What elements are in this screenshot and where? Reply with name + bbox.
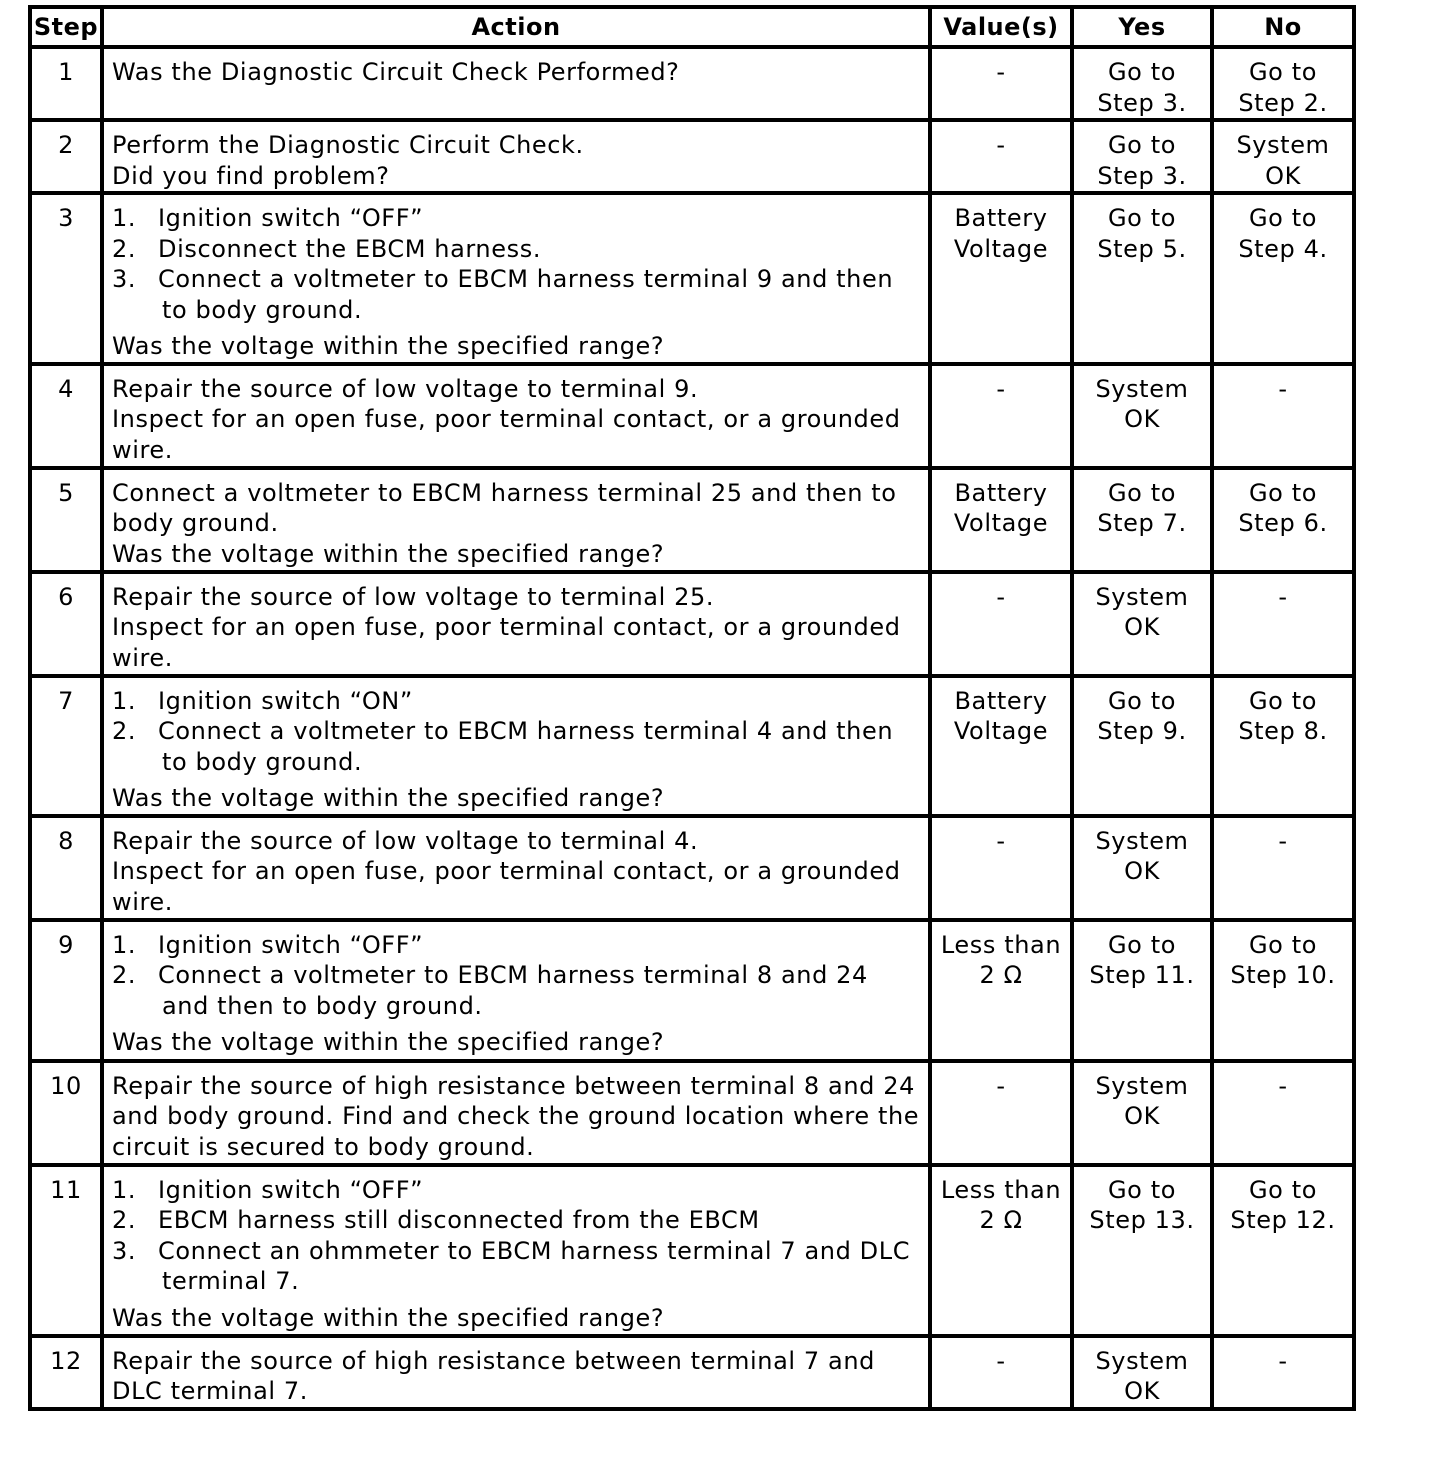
header-yes: Yes	[1072, 7, 1212, 47]
action-item-number: 1.	[112, 204, 137, 232]
no-cell-line: OK	[1265, 161, 1301, 190]
value-cell-line: -	[996, 826, 1006, 855]
yes-cell-line: System	[1095, 1346, 1189, 1375]
action-item-text: Ignition switch “ON”	[158, 686, 413, 715]
value-cell-line: Voltage	[953, 509, 1049, 537]
yes-cell-line: Step 7.	[1097, 509, 1187, 537]
action-item-number: 2.	[112, 1206, 137, 1234]
table-row	[30, 676, 1354, 816]
table-row	[30, 920, 1354, 1061]
yes-cell	[1072, 47, 1212, 120]
yes-cell	[1072, 1061, 1212, 1165]
yes-cell-line: Go to	[1107, 930, 1176, 959]
action-item-text: Connect a voltmeter to EBCM harness terminal 8 and 24	[158, 961, 868, 989]
action-list-item	[112, 234, 922, 265]
action-cell	[102, 47, 930, 120]
no-cell	[1212, 1336, 1354, 1409]
action-list-item	[112, 1205, 922, 1236]
header-row	[30, 7, 1354, 47]
yes-cell	[1072, 676, 1212, 816]
action-item-text: Ignition switch “OFF”	[158, 1175, 424, 1204]
action-line: wire.	[112, 887, 174, 916]
table-row	[30, 468, 1354, 572]
value-cell-line: -	[996, 58, 1006, 86]
action-line: Repair the source of low voltage to terminal 4.	[112, 826, 699, 855]
action-list-item	[112, 930, 922, 961]
table-row	[30, 572, 1354, 676]
value-cell-line: -	[996, 374, 1006, 403]
value-cell	[930, 676, 1072, 816]
value-cell	[930, 1165, 1072, 1336]
action-cell	[102, 120, 930, 193]
value-cell-line: 2 Ω	[979, 1206, 1023, 1234]
no-cell-line: Step 2.	[1238, 88, 1328, 117]
action-list-item	[112, 203, 922, 234]
action-item-number: 3.	[112, 265, 137, 293]
value-cell	[930, 920, 1072, 1061]
no-cell	[1212, 193, 1354, 364]
action-item-number: 1.	[112, 1175, 137, 1204]
no-cell-line: -	[1278, 1071, 1288, 1100]
step-number: 4	[30, 364, 102, 468]
action-item-number: 1.	[112, 930, 137, 959]
step-number: 5	[30, 468, 102, 572]
value-cell	[930, 120, 1072, 193]
value-cell	[930, 47, 1072, 120]
table-row	[30, 1061, 1354, 1165]
no-cell	[1212, 572, 1354, 676]
yes-cell	[1072, 468, 1212, 572]
table-row	[30, 816, 1354, 920]
action-line: body ground.	[112, 509, 279, 537]
action-line: Perform the Diagnostic Circuit Check.	[112, 131, 584, 159]
no-cell-line: Go to	[1248, 1175, 1317, 1204]
header-values: Value(s)	[930, 7, 1072, 47]
action-line: Was the voltage within the specified range?	[112, 539, 665, 568]
step-number: 3	[30, 193, 102, 364]
table-row	[30, 47, 1354, 120]
yes-cell-line: OK	[1124, 405, 1160, 433]
yes-cell	[1072, 120, 1212, 193]
action-list-item	[112, 1175, 922, 1206]
no-cell	[1212, 47, 1354, 120]
no-cell-line: Step 10.	[1230, 961, 1336, 989]
action-item-text: Connect a voltmeter to EBCM harness terminal 4 and then	[158, 717, 894, 745]
no-cell-line: -	[1278, 374, 1288, 403]
step-number: 2	[30, 120, 102, 193]
yes-cell-line: Step 13.	[1089, 1206, 1195, 1234]
action-item-text: EBCM harness still disconnected from the EBCM	[158, 1206, 760, 1234]
value-cell	[930, 1061, 1072, 1165]
value-cell	[930, 468, 1072, 572]
action-item-text: terminal 7.	[162, 1267, 300, 1295]
yes-cell-line: Go to	[1107, 204, 1176, 232]
no-cell-line: Go to	[1248, 204, 1317, 232]
value-cell	[930, 193, 1072, 364]
yes-cell-line: System	[1095, 374, 1189, 403]
step-number: 6	[30, 572, 102, 676]
step-number: 11	[30, 1165, 102, 1336]
action-line: Inspect for an open fuse, poor terminal contact, or a grounded	[112, 613, 901, 641]
value-cell-line: -	[996, 1346, 1006, 1375]
no-cell-line: System	[1236, 131, 1330, 159]
value-cell-line: Voltage	[953, 717, 1049, 745]
value-cell	[930, 364, 1072, 468]
action-line: Inspect for an open fuse, poor terminal contact, or a grounded	[112, 857, 901, 885]
value-cell-line: Battery	[954, 686, 1048, 715]
action-line: Was the Diagnostic Circuit Check Performed?	[112, 58, 680, 86]
yes-cell-line: System	[1095, 1071, 1189, 1100]
value-cell-line: -	[996, 131, 1006, 159]
no-cell-line: -	[1278, 582, 1288, 611]
action-line: Repair the source of high resistance between terminal 8 and 24	[112, 1071, 915, 1100]
no-cell-line: Step 12.	[1230, 1206, 1336, 1234]
yes-cell-line: Go to	[1107, 58, 1176, 86]
action-item-text: to body ground.	[162, 747, 363, 776]
no-cell-line: Go to	[1248, 58, 1317, 86]
action-cell	[102, 676, 930, 816]
action-list-item	[112, 1236, 922, 1297]
step-number: 10	[30, 1061, 102, 1165]
yes-cell-line: OK	[1124, 1377, 1160, 1405]
no-cell-line: Step 8.	[1238, 717, 1328, 745]
value-cell-line: -	[996, 1071, 1006, 1100]
step-number: 9	[30, 920, 102, 1061]
action-item-text: and then to body ground.	[162, 991, 483, 1020]
no-cell	[1212, 1061, 1354, 1165]
action-cell	[102, 1165, 930, 1336]
value-cell-line: 2 Ω	[979, 961, 1023, 989]
table-row	[30, 364, 1354, 468]
diagnostic-table	[28, 5, 1356, 1411]
table-row	[30, 193, 1354, 364]
no-cell	[1212, 816, 1354, 920]
no-cell	[1212, 1165, 1354, 1336]
action-line: DLC terminal 7.	[112, 1377, 309, 1405]
action-list-item	[112, 686, 922, 717]
table-row	[30, 1336, 1354, 1409]
no-cell-line: Go to	[1248, 686, 1317, 715]
action-line: Connect a voltmeter to EBCM harness terminal 25 and then to	[112, 478, 897, 507]
action-item-text: Connect a voltmeter to EBCM harness terminal 9 and then	[158, 265, 894, 293]
action-question: Was the voltage within the specified range?	[112, 784, 665, 812]
step-number: 8	[30, 816, 102, 920]
yes-cell-line: OK	[1124, 1102, 1160, 1130]
no-cell-line: Go to	[1248, 930, 1317, 959]
action-item-text: Connect an ohmmeter to EBCM harness terminal 7 and DLC	[158, 1236, 911, 1265]
no-cell-line: -	[1278, 1346, 1288, 1375]
step-number: 7	[30, 676, 102, 816]
action-line: Repair the source of low voltage to terminal 25.	[112, 582, 715, 611]
action-cell	[102, 468, 930, 572]
yes-cell-line: Go to	[1107, 1175, 1176, 1204]
yes-cell	[1072, 1165, 1212, 1336]
value-cell-line: Less than	[940, 930, 1062, 959]
action-cell	[102, 572, 930, 676]
table-row	[30, 1165, 1354, 1336]
no-cell	[1212, 120, 1354, 193]
action-item-number: 1.	[112, 686, 137, 715]
value-cell-line: -	[996, 582, 1006, 611]
action-line: wire.	[112, 643, 174, 672]
yes-cell-line: System	[1095, 826, 1189, 855]
value-cell-line: Battery	[954, 478, 1048, 507]
step-number: 12	[30, 1336, 102, 1409]
table-body	[30, 47, 1354, 1409]
yes-cell	[1072, 1336, 1212, 1409]
no-cell	[1212, 364, 1354, 468]
action-item-number: 2.	[112, 717, 137, 745]
action-line: Inspect for an open fuse, poor terminal contact, or a grounded	[112, 405, 901, 433]
yes-cell-line: System	[1095, 582, 1189, 611]
action-cell	[102, 816, 930, 920]
action-list-item	[112, 960, 922, 1021]
yes-cell-line: OK	[1124, 857, 1160, 885]
step-number: 1	[30, 47, 102, 120]
no-cell	[1212, 676, 1354, 816]
action-item-number: 2.	[112, 234, 137, 263]
action-cell	[102, 193, 930, 364]
action-line: Repair the source of low voltage to terminal 9.	[112, 374, 699, 403]
yes-cell-line: Go to	[1107, 686, 1176, 715]
action-question: Was the voltage within the specified range?	[112, 1303, 665, 1332]
action-list-item	[112, 716, 922, 777]
yes-cell	[1072, 816, 1212, 920]
yes-cell	[1072, 920, 1212, 1061]
value-cell-line: Battery	[954, 204, 1048, 232]
yes-cell-line: Step 11.	[1089, 961, 1195, 989]
action-cell	[102, 920, 930, 1061]
no-cell-line: Step 6.	[1238, 509, 1328, 537]
value-cell	[930, 1336, 1072, 1409]
yes-cell	[1072, 193, 1212, 364]
no-cell	[1212, 920, 1354, 1061]
no-cell-line: -	[1278, 826, 1288, 855]
yes-cell-line: Step 3.	[1097, 88, 1187, 117]
header-no: No	[1212, 7, 1354, 47]
action-line: Did you find problem?	[112, 161, 390, 190]
yes-cell-line: Step 9.	[1097, 717, 1187, 745]
value-cell-line: Less than	[940, 1175, 1062, 1204]
header-step: Step	[30, 7, 102, 47]
value-cell-line: Voltage	[953, 234, 1049, 263]
action-item-text: Ignition switch “OFF”	[158, 204, 424, 232]
action-list-item	[112, 264, 922, 325]
action-item-text: to body ground.	[162, 295, 363, 324]
action-cell	[102, 1061, 930, 1165]
no-cell-line: Go to	[1248, 478, 1317, 507]
action-question: Was the voltage within the specified range?	[112, 332, 665, 360]
no-cell	[1212, 468, 1354, 572]
yes-cell-line: Step 5.	[1097, 234, 1187, 263]
action-line: and body ground. Find and check the ground location where the	[112, 1102, 920, 1130]
action-cell	[102, 1336, 930, 1409]
action-item-number: 3.	[112, 1236, 137, 1265]
yes-cell-line: OK	[1124, 613, 1160, 641]
yes-cell-line: Go to	[1107, 131, 1176, 159]
yes-cell-line: Step 3.	[1097, 161, 1187, 190]
action-line: wire.	[112, 435, 174, 464]
action-question: Was the voltage within the specified range?	[112, 1028, 665, 1056]
action-item-number: 2.	[112, 961, 137, 989]
no-cell-line: Step 4.	[1238, 234, 1328, 263]
header-action: Action	[102, 7, 930, 47]
yes-cell	[1072, 572, 1212, 676]
yes-cell-line: Go to	[1107, 478, 1176, 507]
action-line: circuit is secured to body ground.	[112, 1132, 535, 1161]
yes-cell	[1072, 364, 1212, 468]
action-item-text: Disconnect the EBCM harness.	[158, 234, 542, 263]
action-item-text: Ignition switch “OFF”	[158, 930, 424, 959]
action-line: Repair the source of high resistance between terminal 7 and	[112, 1346, 875, 1375]
value-cell	[930, 816, 1072, 920]
action-cell	[102, 364, 930, 468]
value-cell	[930, 572, 1072, 676]
table-row	[30, 120, 1354, 193]
